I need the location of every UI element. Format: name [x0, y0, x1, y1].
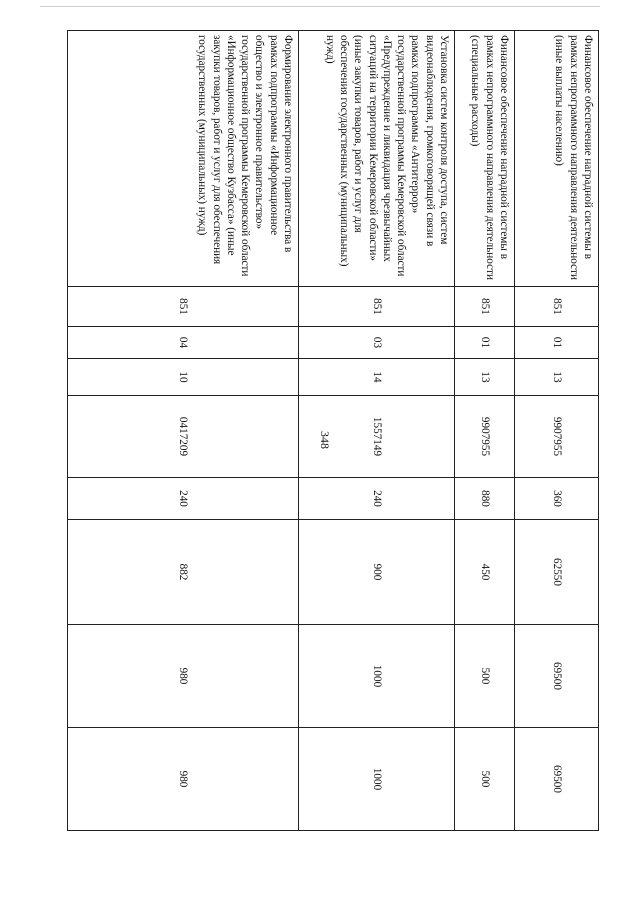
cell-description: Установка систем контроля доступа, систем видеонаблюдения, громкоговорящей связи в рамках подпрограммы «Антитеррор» государственной программы Кемеровской области «Предупреждение и ликвидация чрезвычайных ситуаций на территории Кемеровской области» (иные закупки товаров, работ и услуг для обеспечения государственных (муниципальных) нужд): [299, 31, 455, 287]
table-row: [299, 31, 455, 831]
cell-description: Финансовое обеспечение наградной системы в рамках непрограммного направления деятельности (иные выплаты населению): [515, 31, 599, 287]
cell-target-article: 9907955: [455, 396, 515, 478]
cell-target-article: 9907955: [515, 396, 599, 478]
cell-amount-3: 69500: [515, 728, 599, 831]
cell-subsection: 10: [68, 359, 299, 396]
cell-description: Финансовое обеспечение наградной системы в рамках непрограммного направления деятельности (специальные расходы): [455, 31, 515, 287]
cell-amount-1: 62550: [515, 520, 599, 625]
cell-expense-type: 240: [68, 478, 299, 520]
cell-amount-2: 500: [455, 625, 515, 728]
scan-edge-line: [40, 6, 600, 7]
table-row: [68, 31, 299, 831]
cell-grbs: 851: [455, 287, 515, 327]
table-row: [515, 31, 599, 831]
table-row: [455, 31, 515, 831]
rotated-page: [67, 30, 599, 830]
cell-amount-1: 900: [299, 520, 455, 625]
cell-amount-3: 500: [455, 728, 515, 831]
cell-section: 01: [515, 327, 599, 359]
cell-subsection: 13: [455, 359, 515, 396]
cell-amount-3: 1000: [299, 728, 455, 831]
budget-table: [67, 30, 599, 831]
cell-expense-type: 880: [455, 478, 515, 520]
cell-target-article: 0417209: [68, 396, 299, 478]
cell-grbs: 851: [515, 287, 599, 327]
cell-amount-1: 882: [68, 520, 299, 625]
cell-expense-type: 360: [515, 478, 599, 520]
cell-target-article: 1557149: [299, 396, 455, 478]
cell-grbs: 851: [299, 287, 455, 327]
cell-description: Формирование электронного правительства в рамках подпрограммы «Информационное общество и электронное правительство» государственной программы Кемеровской области «Информационное общество Кузбасса» (иные закупки товаров, работ и услуг для обеспечения государственных (муниципальных) нужд): [68, 31, 299, 287]
cell-amount-2: 1000: [299, 625, 455, 728]
cell-expense-type: 240: [299, 478, 455, 520]
cell-amount-2: 69500: [515, 625, 599, 728]
cell-section: 04: [68, 327, 299, 359]
cell-amount-3: 980: [68, 728, 299, 831]
cell-section: 01: [455, 327, 515, 359]
cell-grbs: 851: [68, 287, 299, 327]
cell-amount-2: 980: [68, 625, 299, 728]
cell-subsection: 14: [299, 359, 455, 396]
cell-amount-1: 450: [455, 520, 515, 625]
cell-subsection: 13: [515, 359, 599, 396]
cell-section: 03: [299, 327, 455, 359]
page-number: 348: [318, 431, 332, 449]
